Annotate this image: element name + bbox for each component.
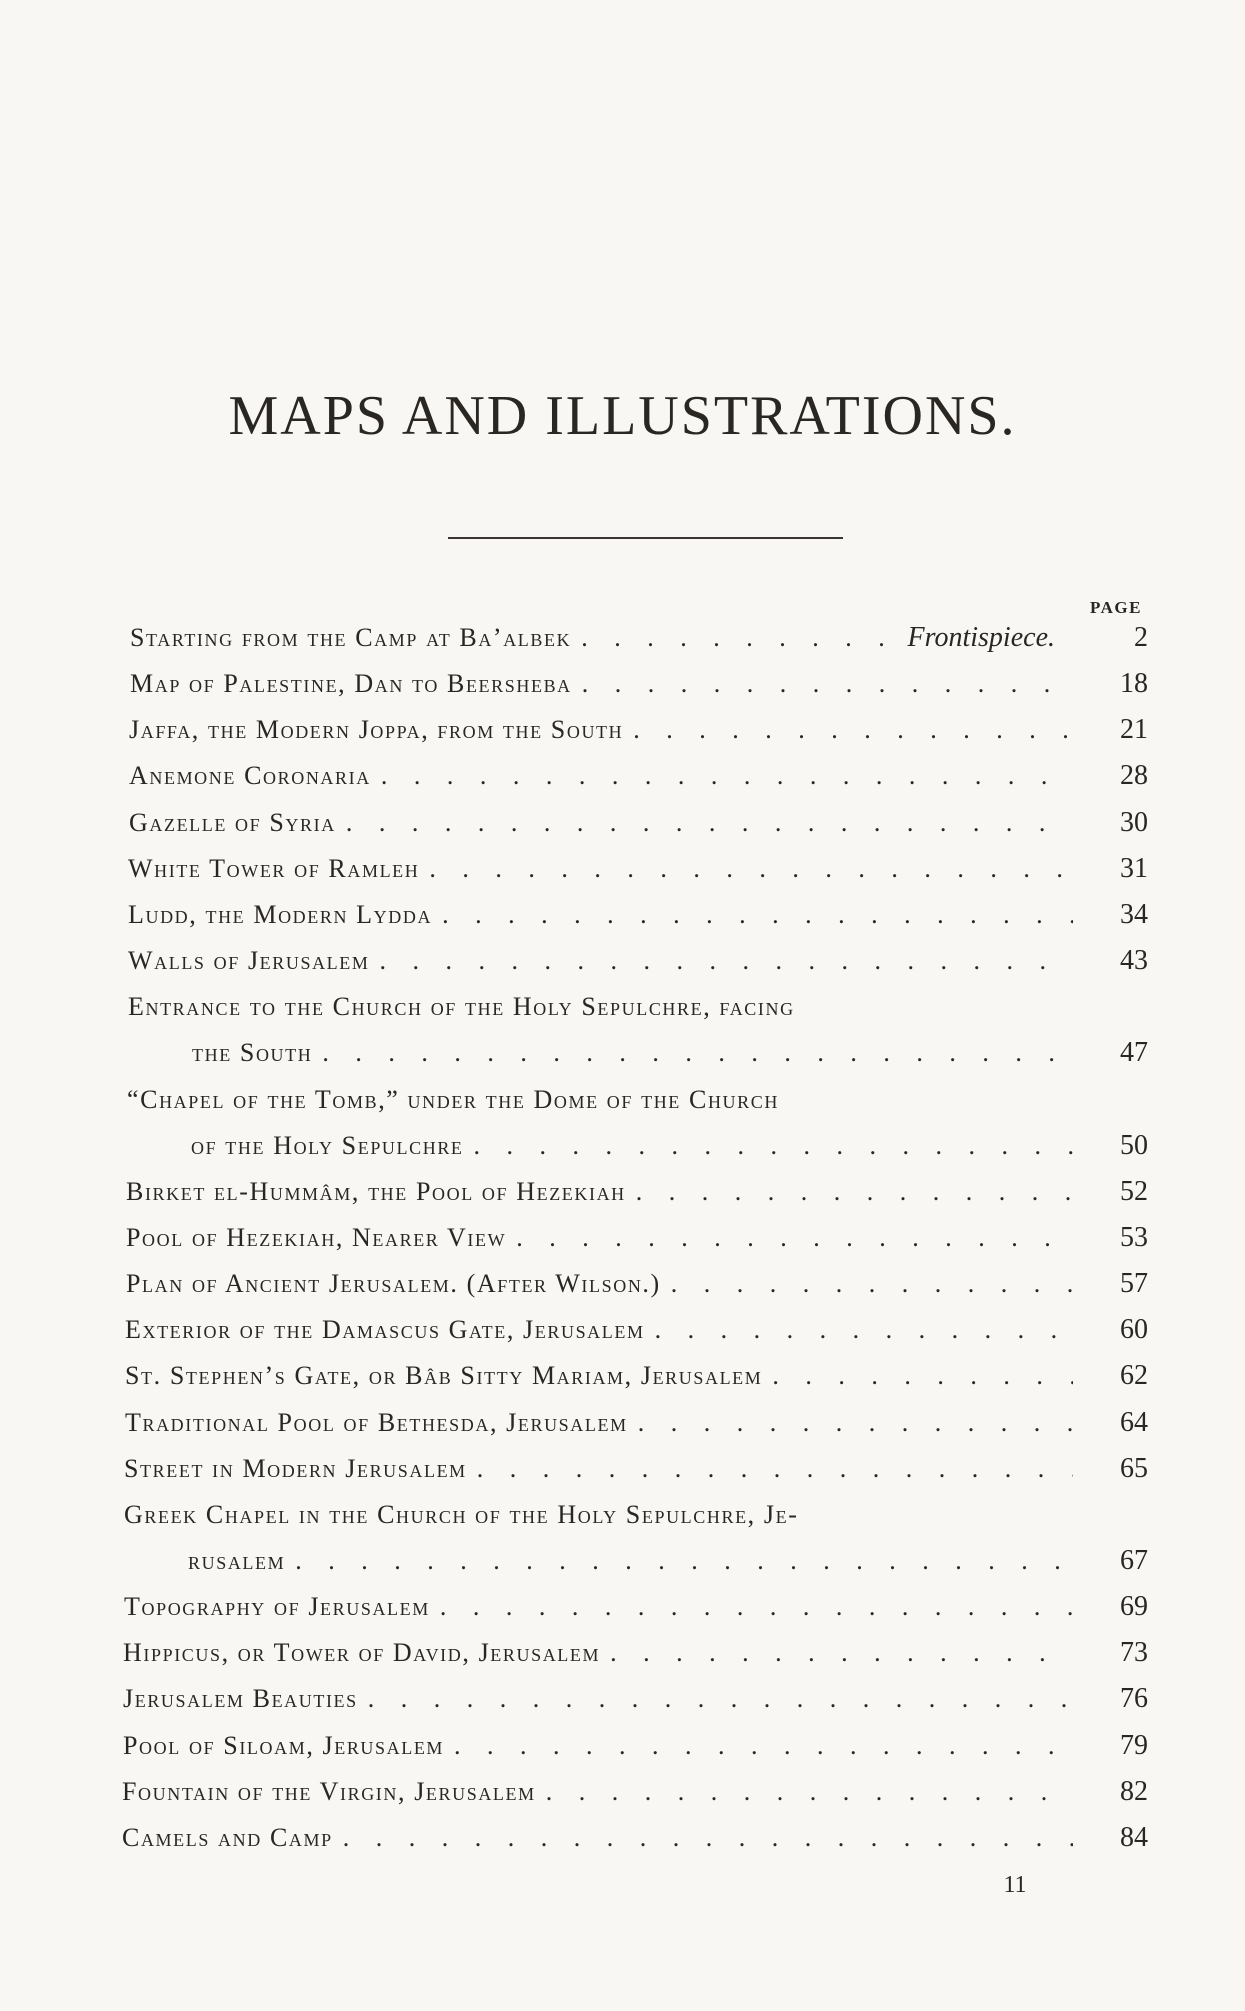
dot-leader	[623, 707, 1073, 753]
dot-leader	[661, 1261, 1073, 1307]
page-number: 11	[1003, 1872, 1027, 1898]
dot-leader	[285, 1538, 1073, 1584]
entry-title: White Tower of Ramleh	[128, 854, 420, 883]
list-item	[0, 1307, 1245, 1353]
dot-leader	[336, 800, 1073, 846]
entry-title: Hippicus, or Tower of David, Jerusalem	[123, 1638, 601, 1667]
list-item	[0, 1077, 1245, 1169]
entry-title: Jaffa, the Modern Joppa, from the South	[129, 715, 624, 744]
list-item	[0, 1769, 1245, 1815]
dot-leader	[628, 1400, 1073, 1446]
list-item	[0, 1815, 1245, 1861]
entry-title: Anemone Coronaria	[129, 761, 371, 790]
entry-title: Starting from the Camp at Ba’albek	[130, 623, 572, 652]
entry-page-number: 2	[1134, 622, 1148, 653]
list-item	[0, 1353, 1245, 1399]
entry-page-number: 60	[1120, 1314, 1148, 1345]
entry-page-number: 34	[1120, 899, 1148, 930]
list-item	[0, 800, 1245, 846]
entry-page-number: 21	[1120, 714, 1148, 745]
entry-page-number: 67	[1120, 1545, 1148, 1576]
list-item	[0, 846, 1245, 892]
list-item	[0, 707, 1245, 753]
list-item	[0, 1446, 1245, 1492]
list-item	[0, 1215, 1245, 1261]
entry-page-number: 57	[1120, 1268, 1148, 1299]
entry-title: St. Stephen’s Gate, or Bâb Sitty Mariam, Jerusalem	[125, 1361, 763, 1390]
list-item	[0, 1169, 1245, 1215]
entry-page-number: 62	[1120, 1360, 1148, 1391]
dot-leader	[333, 1815, 1073, 1861]
entry-page-number: 28	[1120, 760, 1148, 791]
dot-leader	[572, 661, 1073, 707]
entry-page-number: 84	[1120, 1822, 1148, 1853]
entry-page-number: 65	[1120, 1453, 1148, 1484]
dot-leader	[430, 1584, 1073, 1630]
entry-title: Exterior of the Damascus Gate, Jerusalem	[125, 1315, 645, 1344]
entry-title: Topography of Jerusalem	[124, 1592, 430, 1621]
dot-leader	[312, 1030, 1073, 1076]
entry-page-number: 64	[1120, 1407, 1148, 1438]
list-item	[0, 753, 1245, 799]
entry-page-number: 50	[1120, 1130, 1148, 1161]
list-item	[0, 1630, 1245, 1676]
dot-leader	[419, 846, 1073, 892]
entry-page-number: 53	[1120, 1222, 1148, 1253]
entry-page-number: 43	[1120, 945, 1148, 976]
dot-leader	[506, 1215, 1073, 1261]
entry-title: Walls of Jerusalem	[128, 946, 370, 975]
dot-leader	[358, 1676, 1073, 1722]
entry-page-number: 18	[1120, 668, 1148, 699]
entry-title-continuation: rusalem	[188, 1546, 286, 1575]
entry-note: Frontispiece.	[907, 622, 1055, 653]
dot-leader	[432, 892, 1073, 938]
entry-title: Gazelle of Syria	[129, 808, 336, 837]
entry-title: Fountain of the Virgin, Jerusalem	[122, 1777, 536, 1806]
list-item	[0, 984, 1245, 1076]
entry-title: Street in Modern Jerusalem	[124, 1454, 467, 1483]
entry-title: “Chapel of the Tomb,” under the Dome of the Church	[127, 1085, 779, 1114]
entry-title: Entrance to the Church of the Holy Sepulchre, facing	[128, 992, 795, 1021]
list-item	[0, 1261, 1245, 1307]
list-item	[0, 661, 1245, 707]
entry-page-number: 82	[1120, 1776, 1148, 1807]
entry-page-number: 79	[1120, 1730, 1148, 1761]
list-item	[0, 1492, 1245, 1584]
entry-page-number: 76	[1120, 1683, 1148, 1714]
entry-page-number: 73	[1120, 1637, 1148, 1668]
dot-leader	[464, 1123, 1073, 1169]
entry-title: Greek Chapel in the Church of the Holy Sepulchre, Je-	[124, 1500, 799, 1529]
list-item	[0, 1723, 1245, 1769]
entry-title: Ludd, the Modern Lydda	[128, 900, 433, 929]
page-title: MAPS AND ILLUSTRATIONS.	[228, 385, 1017, 447]
page-column-header: PAGE	[1090, 598, 1142, 617]
entry-title: Plan of Ancient Jerusalem. (After Wilson.)	[126, 1269, 661, 1298]
dot-leader	[571, 615, 901, 661]
entry-page-number: 52	[1120, 1176, 1148, 1207]
entry-title-continuation: of the Holy Sepulchre	[191, 1131, 464, 1160]
list-item	[0, 615, 1245, 661]
list-item	[0, 1584, 1245, 1630]
dot-leader	[536, 1769, 1073, 1815]
entry-title: Pool of Siloam, Jerusalem	[123, 1731, 445, 1760]
list-item	[0, 892, 1245, 938]
dot-leader	[626, 1169, 1073, 1215]
dot-leader	[467, 1446, 1073, 1492]
dot-leader	[762, 1353, 1073, 1399]
entry-title: Map of Palestine, Dan to Beersheba	[130, 669, 572, 698]
dot-leader	[369, 938, 1073, 984]
entry-page-number: 31	[1120, 853, 1148, 884]
list-item	[0, 938, 1245, 984]
entry-page-number: 30	[1120, 807, 1148, 838]
dot-leader	[371, 753, 1073, 799]
entry-title: Jerusalem Beauties	[123, 1684, 358, 1713]
entry-page-number: 69	[1120, 1591, 1148, 1622]
entry-title: Traditional Pool of Bethesda, Jerusalem	[125, 1408, 628, 1437]
dot-leader	[645, 1307, 1073, 1353]
list-item	[0, 1676, 1245, 1722]
dot-leader	[444, 1723, 1073, 1769]
entry-title-continuation: the South	[192, 1038, 313, 1067]
dot-leader	[600, 1630, 1073, 1676]
entry-title: Birket el-Hummâm, the Pool of Hezekiah	[126, 1177, 626, 1206]
entry-page-number: 47	[1120, 1037, 1148, 1068]
entry-title: Pool of Hezekiah, Nearer View	[126, 1223, 507, 1252]
entry-title: Camels and Camp	[122, 1823, 333, 1852]
list-item	[0, 1400, 1245, 1446]
